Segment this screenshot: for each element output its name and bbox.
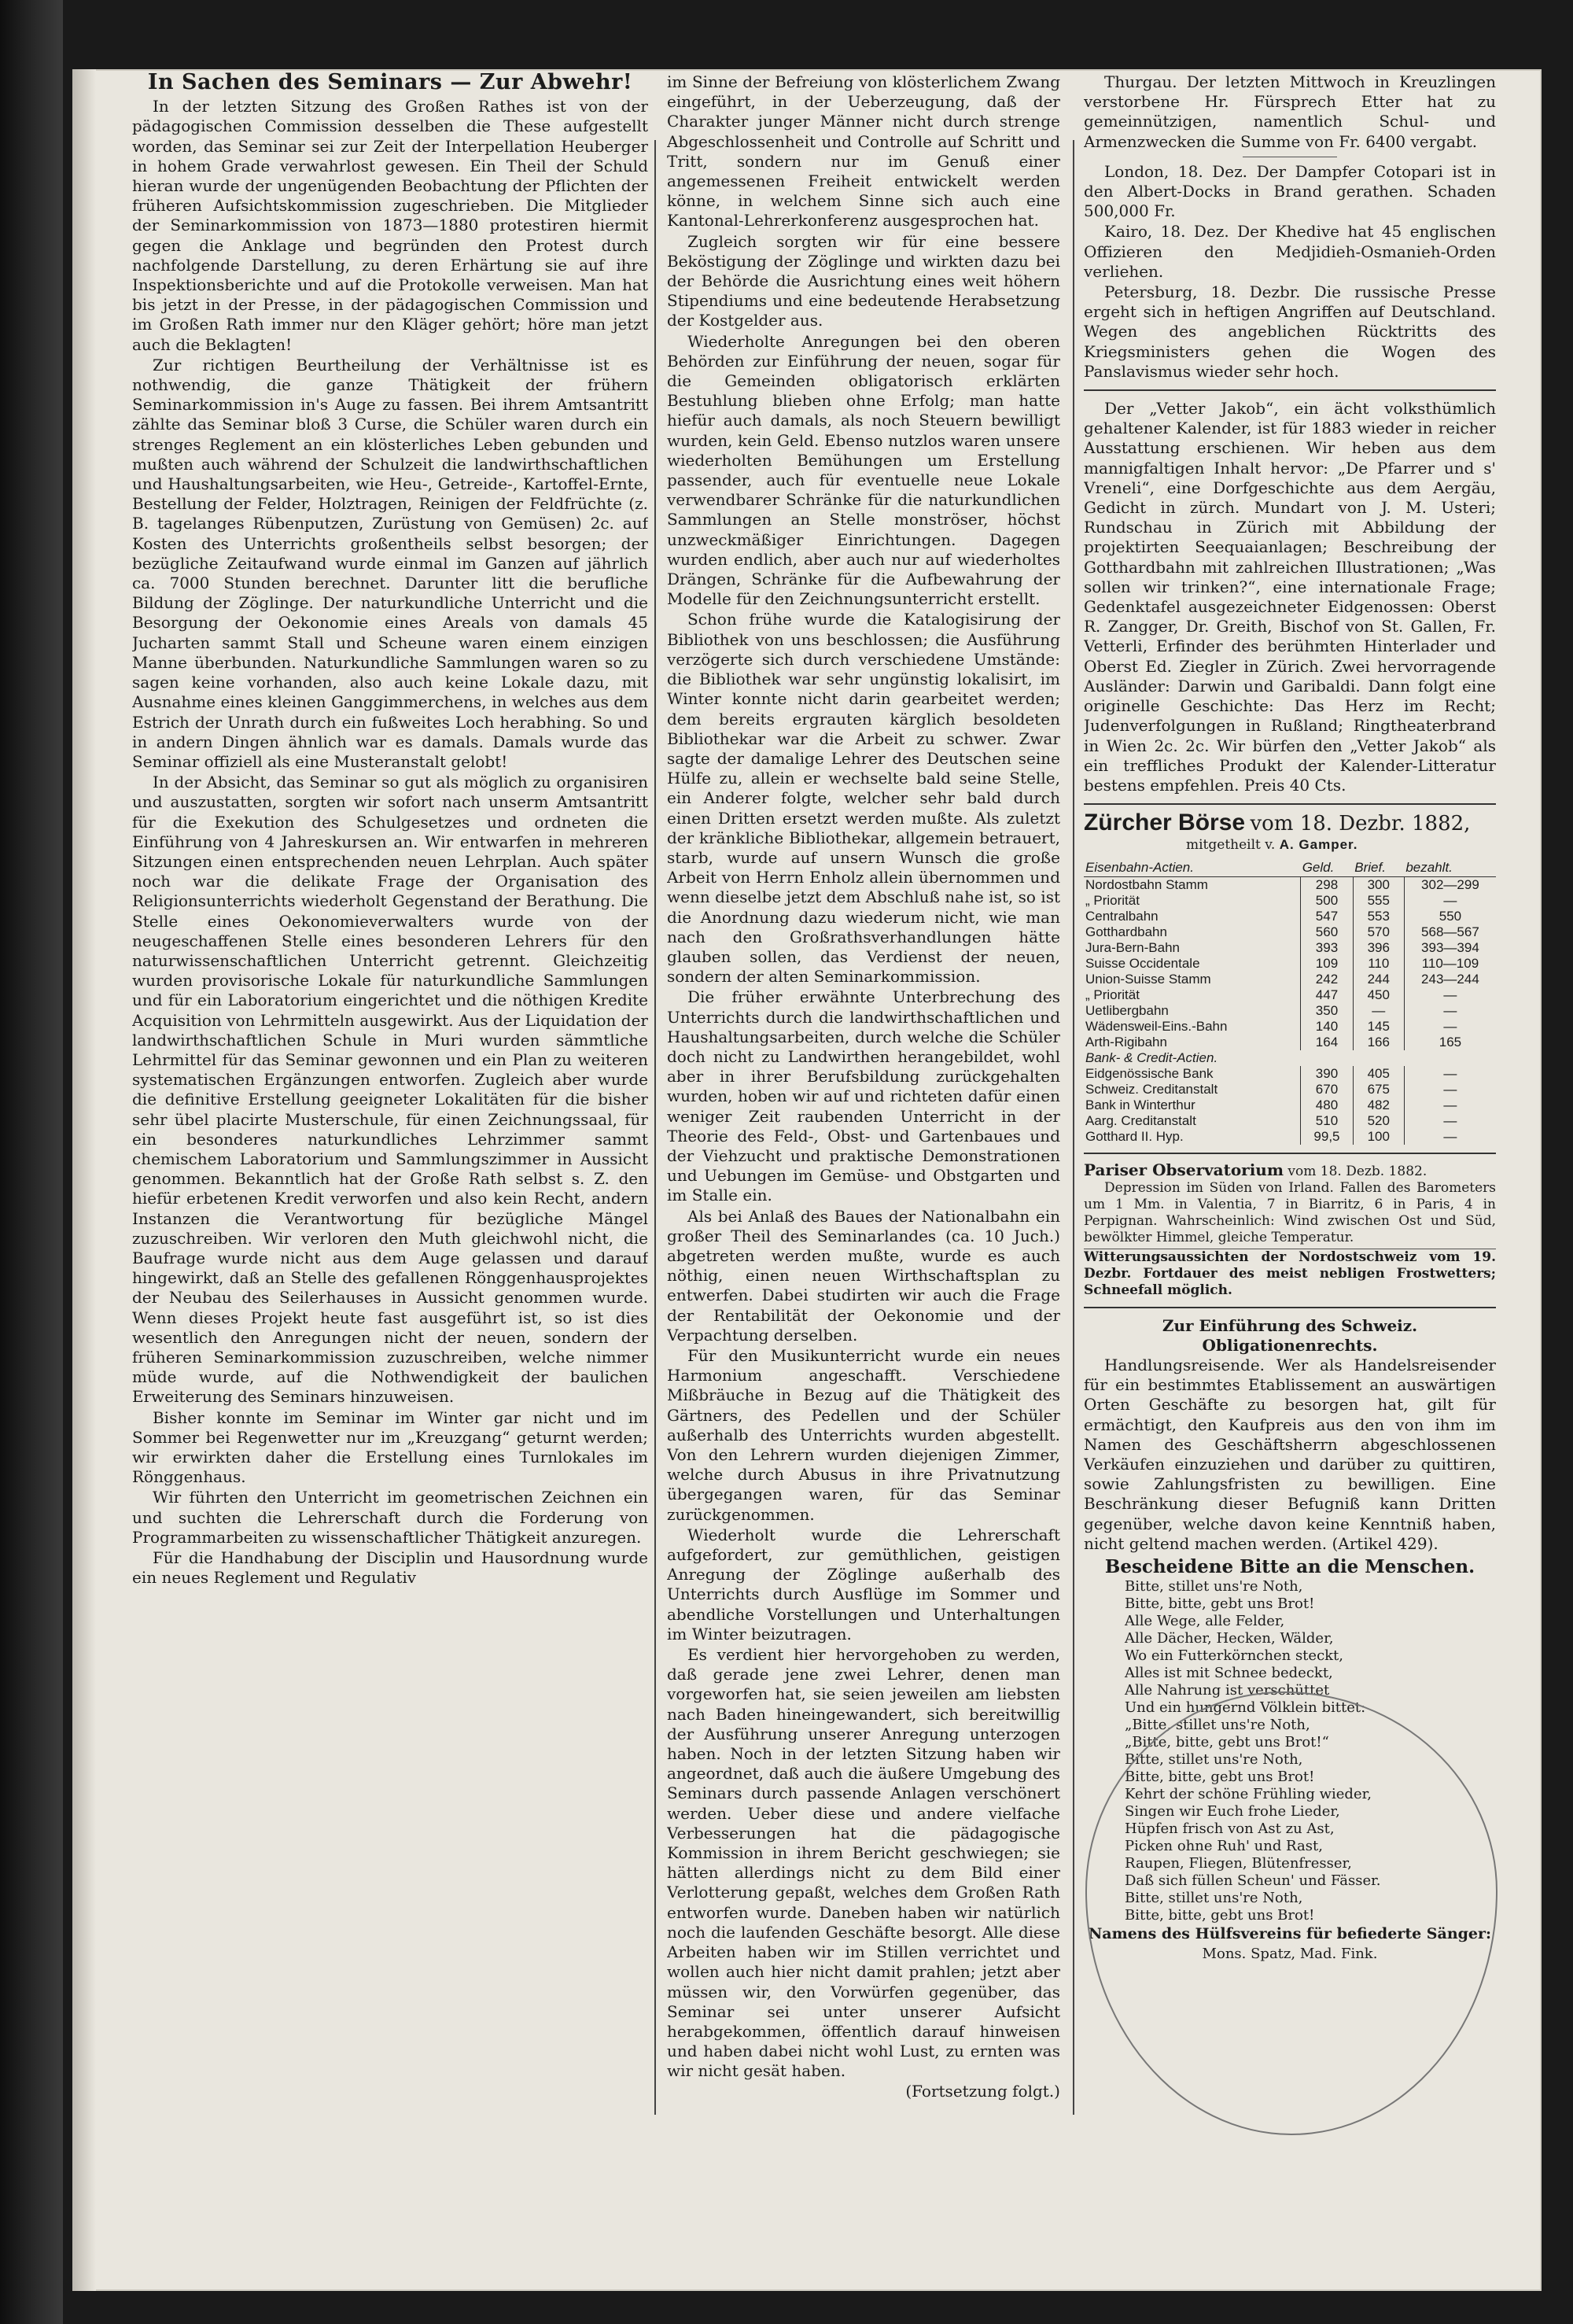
article-paragraph: im Sinne der Befreiung von klösterlichem Zwang eingeführt, in der Ueberzeugung, daß der Charakter junger Männer nicht durch strenge Abgeschlossenheit und Controlle auf Schritt und Tritt, sondern nur im Genuß einer angemessenen Freiheit entwickelt werden könne, in welchem Sinne sich auch eine Kantonal-Lehrerkonferenz ausgesprochen hat. (667, 72, 1060, 231)
section-label: Bank- & Credit-Actien. (1085, 1049, 1218, 1065)
column-rule (654, 140, 656, 2115)
boerse-source-name: A. Gamper. (1279, 837, 1358, 853)
table-row (1084, 1035, 1496, 1050)
stock-quote-table (1084, 859, 1496, 1145)
poem-line: Picken ohne Ruh' und Rast, (1125, 1838, 1323, 1855)
article-headline: In Sachen des Seminars — Zur Abwehr! (147, 72, 633, 94)
article-paragraph: Schon frühe wurde die Katalogisirung der Bibliothek von uns beschlossen; die Ausführung verzögerte sich durch verschiedene Umstände: die Bibliothek war sehr ungünstig lokalisirt, im Winter konnte nicht darin gearbeitet werden; dem bereits ergrauten kärglich besoldeten Bibliothekar war die Arbeit zu schwer. Zwar sagte der damalige Lehrer des Deutschen seine Hülfe zu, allein er wechselte bald seine Stelle, ein Anderer folgte, welcher sehr bald durch einen Dritten ersetzt werden mußte. Als zuletzt der kränkliche Bibliothekar, allgemein betrauert, starb, wurde auf unsern Wunsch die große Arbeit von Herrn Enholz allein übernommen und wenn dieselbe jetzt dem Abschluß nahe ist, so ist die Anordnung dazu wiederum nicht, wie man nach den Großrathsverhandlungen hätte glauben sollen, das Verdienst der neuen, sondern der alten Seminarkommission. (667, 610, 1060, 987)
poem-line: Daß sich füllen Scheun' und Fässer. (1125, 1872, 1381, 1890)
security-name: Schweiz. Creditanstalt (1085, 1081, 1218, 1097)
security-name: Uetlibergbahn (1085, 1002, 1169, 1018)
table-row (1084, 1082, 1496, 1097)
paid-price: — (1404, 1129, 1496, 1145)
article-paragraph: Die früher erwähnte Unterbrechung des Unterrichts durch die landwirthschaftlichen und Haushaltungsarbeiten, durch welche die Schüler doch nicht zu Landwirthen herangebildet, wohl aber in ihrer Berufsbildung zurückgehalten wurden, hoben wir auf und richteten dafür einen weniger Zeit raubenden Unterricht in der Theorie des Feld-, Obst- und Gartenbaues und der Viehzucht und praktische Demonstrationen und Uebungen im Gemüse- und Obstgarten und im Stalle ein. (667, 987, 1060, 1205)
column-header: Eisenbahn-Actien. (1084, 859, 1301, 877)
brief-price: 675 (1353, 1082, 1404, 1097)
poem-line: Bitte, stillet uns're Noth, (1125, 1751, 1303, 1769)
article-paragraph: Wir führten den Unterricht im geometrischen Zeichnen ein und suchten die Lehrerschaft durch die Forderung von Programmarbeiten zu wissenschaftlicher Thätigkeit anzuregen. (132, 1488, 648, 1547)
poem-line: Bitte, bitte, gebt uns Brot! (1125, 1769, 1315, 1786)
poem-line: Bitte, bitte, gebt uns Brot! (1125, 1907, 1315, 1924)
observatorium-date: vom 18. Dezb. 1882. (1288, 1163, 1427, 1179)
poem-line: Bitte, bitte, gebt uns Brot! (1125, 1595, 1315, 1613)
table-row (1084, 956, 1496, 972)
security-name: Wädensweil-Eins.-Bahn (1085, 1018, 1228, 1034)
bank-quotes (1084, 1066, 1496, 1145)
security-name: Eidgenössische Bank (1085, 1065, 1214, 1081)
security-name: Union-Suisse Stamm (1085, 971, 1211, 987)
poem-line: „Bitte, bitte, gebt uns Brot!“ (1125, 1734, 1329, 1751)
brief-price: 482 (1353, 1097, 1404, 1113)
obligationen-title: Zur Einführung des Schweiz. Obligationenrechts. (1162, 1315, 1418, 1355)
column-seminar-article (132, 72, 648, 2134)
brief-price: 555 (1353, 893, 1404, 909)
brief-price: 166 (1353, 1035, 1404, 1050)
geld-price: 670 (1301, 1082, 1354, 1097)
poem-line: Raupen, Fliegen, Blütenfresser, (1125, 1855, 1352, 1872)
poem-signature: Namens des Hülfsvereins für befiederte Sänger: (1088, 1925, 1492, 1943)
geld-price: 242 (1301, 972, 1354, 987)
poem-line: Kehrt der schöne Frühling wieder, (1125, 1786, 1372, 1803)
brief-price: 520 (1353, 1113, 1404, 1129)
geld-price: 447 (1301, 987, 1354, 1003)
article-paragraph: In der Absicht, das Seminar so gut als möglich zu organisiren und auszustatten, sorgten wir sofort nach unserm Amtsantritt für die Exekution des Schulgesetzes und ordneten die Einführung von 4 Jahreskursen an. Wir entwarfen in mehreren Sitzungen einen entsprechenden neuen Lehrplan. Auch später noch war die delikate Frage der Organisation des Religionsunterrichts wiederholt Gegenstand der Berathung. Die Stelle eines Oekonomieverwalters wurde von der neugeschaffenen Stelle eines besonderen Lehrers für den naturwissenschaftlichen Unterricht getrennt. Gleichzeitig wurden provisorische Lokale für naturkundliche Sammlungen und für ein Laboratorium eingerichtet und die nöthigen Kredite Acquisition von Lehrmitteln ausgewirkt. Aus der Liquidation der landwirthschaftlichen Schule in Muri wurden sämmtliche Lehrmittel für das Seminar gewonnen und ein Plan zu weiteren systematischen Ergänzungen entworfen. Zugleich aber wurde die definitive Erstellung geeigneter Lokalitäten für die bisher sehr übel placirte Musterschule, für einen Zeichnungssaal, für ein besonderes naturkundliches Lehrzimmer sammt chemischem Laboratorium und Sammlungszimmer in Aussicht genommen. Bekanntlich hat der Große Rath selbst s. Z. den hiefür erbetenen Kredit verworfen und also kein Recht, andern Instanzen die Verantwortung für bezügliche Mängel zuzuschreiben. Wir verloren den Muth gleichwohl nicht, die Baufrage wurde nicht aus dem Auge gelassen und darauf hingewirkt, daß an Stelle des gefallenen Rönggenhausprojektes der Neubau des Seilerhauses in Aussicht genommen wurde. Wenn dieses Projekt heute fast ausgeführt ist, so ist dies wesentlich den Anregungen nicht der neuen, sondern der früheren Seminarkommission zuzuschreiben, welche nimmer müde wurde, auf die Nothwendigkeit der baulichen Erweiterung des Seminars hinzuweisen. (132, 773, 648, 1407)
geld-price: 393 (1301, 940, 1354, 956)
paid-price: — (1404, 1066, 1496, 1082)
poem-line: Alles ist mit Schnee bedeckt, (1125, 1665, 1333, 1682)
news-item-kairo: Kairo, 18. Dez. Der Khedive hat 45 englischen Offizieren den Medjidieh-Osmanieh-Orden verliehen. (1084, 222, 1496, 281)
column-header: Geld. (1301, 859, 1354, 877)
kalender-notice: Der „Vetter Jakob“, ein ächt volksthümlich gehaltener Kalender, ist für 1883 wieder in reicher Ausstattung erschienen. Wir heben aus dem mannigfaltigen Inhalt hervor: „De Pfarrer und s' Vreneli“, eine Dorfgeschichte aus dem Aergäu, Gedicht in zürch. Mundart von J. M. Usteri; Rundschau in Zürich mit Abbildung der projektirten Seequaianlagen; Beschreibung der Gotthardbahn mit zahlreichen Illustrationen; „Was sollen wir trinken?“, eine internationale Frage; Gedenktafel ausgezeichneter Eidgenossen: Oberst R. Zangger, Dr. Greith, Bischof von St. Gallen, Fr. Vetterli, Erfinder des berühmten Hinterlader und Oberst Ed. Ziegler in Zürich. Zwei hervorragende Ausländer: Darwin und Garibaldi. Dann folgt eine originelle Geschichte: Das Herz im Recht; Judenverfolgungen in Rußland; Ringtheaterbrand in Wien 2c. 2c. Wir bürfen den „Vetter Jakob“ als ein treffliches Produkt der Kalender-Litteratur bestens empfehlen. Preis 40 Cts. (1084, 399, 1496, 795)
table-row (1084, 972, 1496, 987)
table-header-row (1084, 859, 1496, 877)
rail-quotes (1084, 876, 1496, 1050)
paid-price: — (1404, 1113, 1496, 1129)
table-row (1084, 940, 1496, 956)
boerse-date: vom 18. Dezbr. 1882, (1250, 812, 1471, 836)
table-row (1084, 909, 1496, 924)
brief-price: 100 (1353, 1129, 1404, 1145)
paid-price: — (1404, 1082, 1496, 1097)
table-row (1084, 893, 1496, 909)
security-name: Bank in Winterthur (1085, 1097, 1195, 1112)
news-item-petersburg: Petersburg, 18. Dezbr. Die russische Presse ergeht sich in heftigen Angriffen auf Deutschland. Wegen des angeblichen Rücktritts des Kriegsministers gehen die Wogen des Panslavismus wieder sehr hoch. (1084, 282, 1496, 381)
security-name: Arth-Rigibahn (1085, 1034, 1167, 1049)
article-paragraph: Es verdient hier hervorgehoben zu werden, daß gerade jene zwei Lehrer, denen man vorgeworfen hat, sie seien jeweilen am liebsten nach Baden hineingewandert, sich bereitwillig der Ausführung unserer Anregung unterzogen haben. Noch in der letzten Sitzung haben wir angeordnet, daß auch die äußere Umgebung des Seminars durch passende Anlagen verschönert werden. Ueber diese und andere vielfache Verbesserungen hat die pädagogische Kommission in ihrem Bericht geschwiegen; sie hätten allerdings nicht zu dem Bild einer Verlotterung gepaßt, welches dem Großen Rath entworfen wurde. Daneben haben wir natürlich noch die laufenden Geschäfte besorgt. Alle diese Arbeiten haben wir im Stillen verrichtet und wollen auch hier nicht damit prahlen; jetzt aber müssen wir, den Vorwürfen gegenüber, das Seminar sei unter unserer Aufsicht herabgekommen, öffentlich darauf hinweisen und haben dabei nicht wohl Lust, zu ernten was wir nicht gesät haben. (667, 1645, 1060, 2081)
security-name: Gotthard II. Hyp. (1085, 1128, 1184, 1144)
poem-title: Bescheidene Bitte an die Menschen. (1104, 1555, 1475, 1577)
poem-line: Hüpfen frisch von Ast zu Ast, (1125, 1820, 1335, 1838)
poem-line: Alle Nahrung ist verschüttet (1125, 1682, 1330, 1699)
paid-price: 165 (1404, 1035, 1496, 1050)
geld-price: 350 (1301, 1003, 1354, 1019)
article-paragraph: Für die Handhabung der Disciplin und Hausordnung wurde ein neues Reglement und Regulativ (132, 1548, 648, 1588)
brief-price: 570 (1353, 924, 1404, 940)
brief-price: 244 (1353, 972, 1404, 987)
security-name: „ Priorität (1085, 987, 1140, 1002)
poem-line: „Bitte, stillet uns're Noth, (1125, 1717, 1310, 1734)
brief-price: — (1353, 1003, 1404, 1019)
weather-forecast: Witterungsaussichten der Nordostschweiz vom 19. Dezbr. Fortdauer des meist nebligen Frostwetters; Schneefall möglich. (1084, 1249, 1496, 1298)
paid-price: — (1404, 987, 1496, 1003)
poem-line: Alle Dächer, Hecken, Wälder, (1125, 1630, 1334, 1647)
poem-line: Und ein hungernd Völklein bittet: (1125, 1699, 1366, 1717)
boerse-source-prefix: mitgetheilt v. (1186, 837, 1276, 854)
geld-price: 547 (1301, 909, 1354, 924)
table-row (1084, 1113, 1496, 1129)
brief-price: 450 (1353, 987, 1404, 1003)
paid-price: — (1404, 1097, 1496, 1113)
paid-price: 243—244 (1404, 972, 1496, 987)
observatorium-notice (1084, 1162, 1496, 1299)
column-seminar-continued (667, 72, 1060, 2134)
article-paragraph: Bisher konnte im Seminar im Winter gar nicht und im Sommer bei Regenwetter nur im „Kreuzgang“ geturnt werden; wir erwirkten daher die Erstellung eines Turnlokales im Rönggenhaus. (132, 1407, 648, 1487)
brief-price: 396 (1353, 940, 1404, 956)
column-header: Brief. (1353, 859, 1404, 877)
geld-price: 500 (1301, 893, 1354, 909)
paid-price: — (1404, 1003, 1496, 1019)
geld-price: 140 (1301, 1019, 1354, 1035)
article-paragraph: Zur richtigen Beurtheilung der Verhältnisse ist es nothwendig, die ganze Thätigkeit der frühern Seminarkommission in's Auge zu fassen. Bei ihrem Amtsantritt zählte das Seminar bloß 3 Curse, die Schüler waren durch ein strenges Reglement an ein klösterliches Leben gebunden und mußten auch während der Schulzeit die landwirthschaftlichen und Haushaltungsarbeiten, wie Heu-, Getreide-, Kartoffel-Ernte, Bestellung der Felder, Holztragen, Reinigen der Feldfrüchte (z. B. tagelanges Rübenputzen, Zurüstung von Gemüsen) 2c. auf Kosten des Unterrichts großentheils selbst besorgen; der bezügliche Zeitaufwand wurde einmal im Ganzen auf jährlich ca. 7000 Stunden berechnet. Darunter litt die berufliche Bildung der Zöglinge. Der naturkundliche Unterricht und die Besorgung der Oekonomie eines Areals von damals 45 Jucharten sammt Stall und Scheune waren einem einzigen Manne überbunden. Naturkundliche Sammlungen waren so zu sagen keine vorhanden, also auch keine Lokale dazu, mit Ausnahme eines kleinen Ganggimmerchens, in welches aus dem Estrich der Unrath durch ein fußweites Loch herabhing. So und in andern Dingen ähnlich war es damals. Damals wurde das Seminar offiziell als eine Musteranstalt gelobt! (132, 355, 648, 771)
table-row (1084, 1129, 1496, 1145)
table-row (1084, 924, 1496, 940)
poem-line: Bitte, stillet uns're Noth, (1125, 1890, 1303, 1907)
obligationen-text: Handlungsreisende. Wer als Handelsreisender für ein bestimmtes Etablissement an auswärtigen Orten Geschäfte zu besorgen hat, gilt für ermächtigt, den Kaufpreis aus den von ihm im Namen des Geschäftsherrn abgeschlossenen Verkäufen einzuziehen und darüber zu quittiren, sowie Zahlungsfristen zu bewilligen. Eine Beschränkung dieser Befugniß kann Dritten gegenüber, welche davon keine Kenntniß haben, nicht geltend machen werden. (Artikel 429). (1084, 1355, 1496, 1553)
separator (1084, 389, 1496, 391)
boerse-source (1084, 835, 1496, 855)
table-row (1084, 1066, 1496, 1082)
paid-price: 393—394 (1404, 940, 1496, 956)
observatorium-title: Pariser Observatorium (1084, 1160, 1284, 1179)
paid-price: — (1404, 1019, 1496, 1035)
article-paragraph: Wiederholt wurde die Lehrerschaft aufgefordert, zur gemüthlichen, geistigen Anregung der Zöglinge außerhalb des Unterrichts durch Ausflüge im Sommer und abendliche Vorstellungen und Unterhaltungen im Winter beizutragen. (667, 1525, 1060, 1643)
boerse-title: Zürcher Börse (1084, 810, 1246, 836)
geld-price: 298 (1301, 876, 1354, 893)
poem-line: Singen wir Euch frohe Lieder, (1125, 1803, 1340, 1820)
article-paragraph: Zugleich sorgten wir für eine bessere Beköstigung der Zöglinge und wirkten dazu bei der Behörde die Ausrichtung eines weit höhern Stipendiums und eine bedeutende Herabsetzung der Kostgelder aus. (667, 231, 1060, 330)
table-section-row (1084, 1050, 1496, 1066)
scan-dark-margin (0, 0, 63, 2324)
security-name: Suisse Occidentale (1085, 955, 1200, 971)
security-name: „ Priorität (1085, 892, 1140, 908)
security-name: Nordostbahn Stamm (1085, 876, 1208, 892)
geld-price: 480 (1301, 1097, 1354, 1113)
geld-price: 510 (1301, 1113, 1354, 1129)
paid-price: — (1404, 893, 1496, 909)
continuation-note: (Fortsetzung folgt.) (905, 2081, 1060, 2101)
paid-price: 550 (1404, 909, 1496, 924)
news-item-thurgau: Thurgau. Der letzten Mittwoch in Kreuzlingen verstorbene Hr. Fürsprech Etter hat zu gemeinnützigen, namentlich Schul- und Armenzwecken die Summe von Fr. 6400 vergabt. (1084, 72, 1496, 151)
separator (1084, 1153, 1496, 1154)
security-name: Centralbahn (1085, 908, 1159, 924)
page-gutter-shadow (72, 69, 96, 2291)
paid-price: 568—567 (1404, 924, 1496, 940)
poem-line: Alle Wege, alle Felder, (1125, 1613, 1285, 1630)
geld-price: 390 (1301, 1066, 1354, 1082)
article-paragraph: Als bei Anlaß des Baues der Nationalbahn ein großer Theil des Seminarlandes (ca. 10 Juch.) abgetreten werden mußte, wurde es auch nöthig, einen neuen Wirthschaftsplan zu entwerfen. Dabei studirten wir auch die Frage der Rentabilität der Oekonomie und der Verpachtung derselben. (667, 1206, 1060, 1345)
brief-price: 145 (1353, 1019, 1404, 1035)
poem-line: Wo ein Futterkörnchen steckt, (1125, 1647, 1344, 1665)
news-item-london: London, 18. Dez. Der Dampfer Cotopari ist in den Albert-Docks in Brand gerathen. Schaden 500,000 Fr. (1084, 161, 1496, 221)
brief-price: 300 (1353, 876, 1404, 893)
separator (1084, 1307, 1496, 1308)
observatorium-text: Depression im Süden von Irland. Fallen des Barometers um 1 Mm. in Valentia, 7 in Biarritz, 6 in Paris, 4 in Perpignan. Wahrscheinlich: Wind zwischen Ost und Süd, bewölkter Himmel, gleiche Temperatur. (1084, 1179, 1496, 1245)
separator (1084, 803, 1496, 805)
poem-signers: Mons. Spatz, Mad. Fink. (1202, 1946, 1378, 1963)
column-header: bezahlt. (1404, 859, 1496, 877)
geld-price: 560 (1301, 924, 1354, 940)
geld-price: 109 (1301, 956, 1354, 972)
article-paragraph: In der letzten Sitzung des Großen Rathes ist von der pädagogischen Commission desselben die These aufgestellt worden, das Seminar sei zur Zeit der Interpellation Heuberger in hohem Grade verwahrlost gewesen. Ein Theil der Schuld hieran wurde der ungenügenden Beobachtung der Pflichten der früheren Aufsichtskommission zugeschrieben. Die Mitglieder der Seminarkommission von 1873—1880 protestiren hiermit gegen die Anklage und begründen den Protest durch nachfolgende Darstellung, zu deren Erhärtung sie auf ihre Inspektionsberichte und auf die Protokolle verweisen. Man hat bis jetzt in der Presse, in der pädagogischen Commission und im Großen Rath immer nur den Kläger gehört; höre man jetzt auch die Beklagten! (132, 97, 648, 354)
geld-price: 164 (1301, 1035, 1354, 1050)
table-row (1084, 1097, 1496, 1113)
brief-price: 405 (1353, 1066, 1404, 1082)
boerse-heading (1084, 810, 1496, 836)
article-paragraph: Wiederholte Anregungen bei den oberen Behörden zur Einführung der neuen, sogar für die Gemeinden obligatorisch erklärten Bestuhlung blieben ohne Erfolg; man hatte hiefür auch damals, als noch Steuern bewilligt wurden, kein Geld. Ebenso nutzlos waren unsere wiederholten Bemühungen um Erstellung passender, auch für eventuelle neue Lokale verwendbarer Schränke für die naturkundlichen Sammlungen an Stelle monströser, höchst unzweckmäßiger Einrichtungen. Dagegen wurden endlich, aber auch nur auf wiederholtes Drängen, Schränke für die Aufbewahrung der Modelle für den Zeichnungsunterricht erstellt. (667, 331, 1060, 609)
security-name: Gotthardbahn (1085, 924, 1167, 939)
table-row (1084, 876, 1496, 893)
article-paragraph: Für den Musikunterricht wurde ein neues Harmonium angeschafft. Verschiedene Mißbräuche in Bezug auf die Thätigkeit des Gärtners, des Pedellen und der Schüler außerhalb des Unterrichts wurden abgestellt. Von den Lehrern wurden diejenigen Zimmer, welche durch Abusus in ihre Privatnutzung übergegangen waren, für das Seminar zurückgenommen. (667, 1346, 1060, 1524)
paid-price: 302—299 (1404, 876, 1496, 893)
table-row (1084, 1019, 1496, 1035)
security-name: Jura-Bern-Bahn (1085, 939, 1181, 955)
brief-price: 110 (1353, 956, 1404, 972)
security-name: Aarg. Creditanstalt (1085, 1112, 1196, 1128)
brief-price: 553 (1353, 909, 1404, 924)
geld-price: 99,5 (1301, 1129, 1354, 1145)
poem-line: Bitte, stillet uns're Noth, (1125, 1578, 1303, 1595)
table-row (1084, 987, 1496, 1003)
table-row (1084, 1003, 1496, 1019)
paid-price: 110—109 (1404, 956, 1496, 972)
column-rule (1073, 140, 1074, 2115)
